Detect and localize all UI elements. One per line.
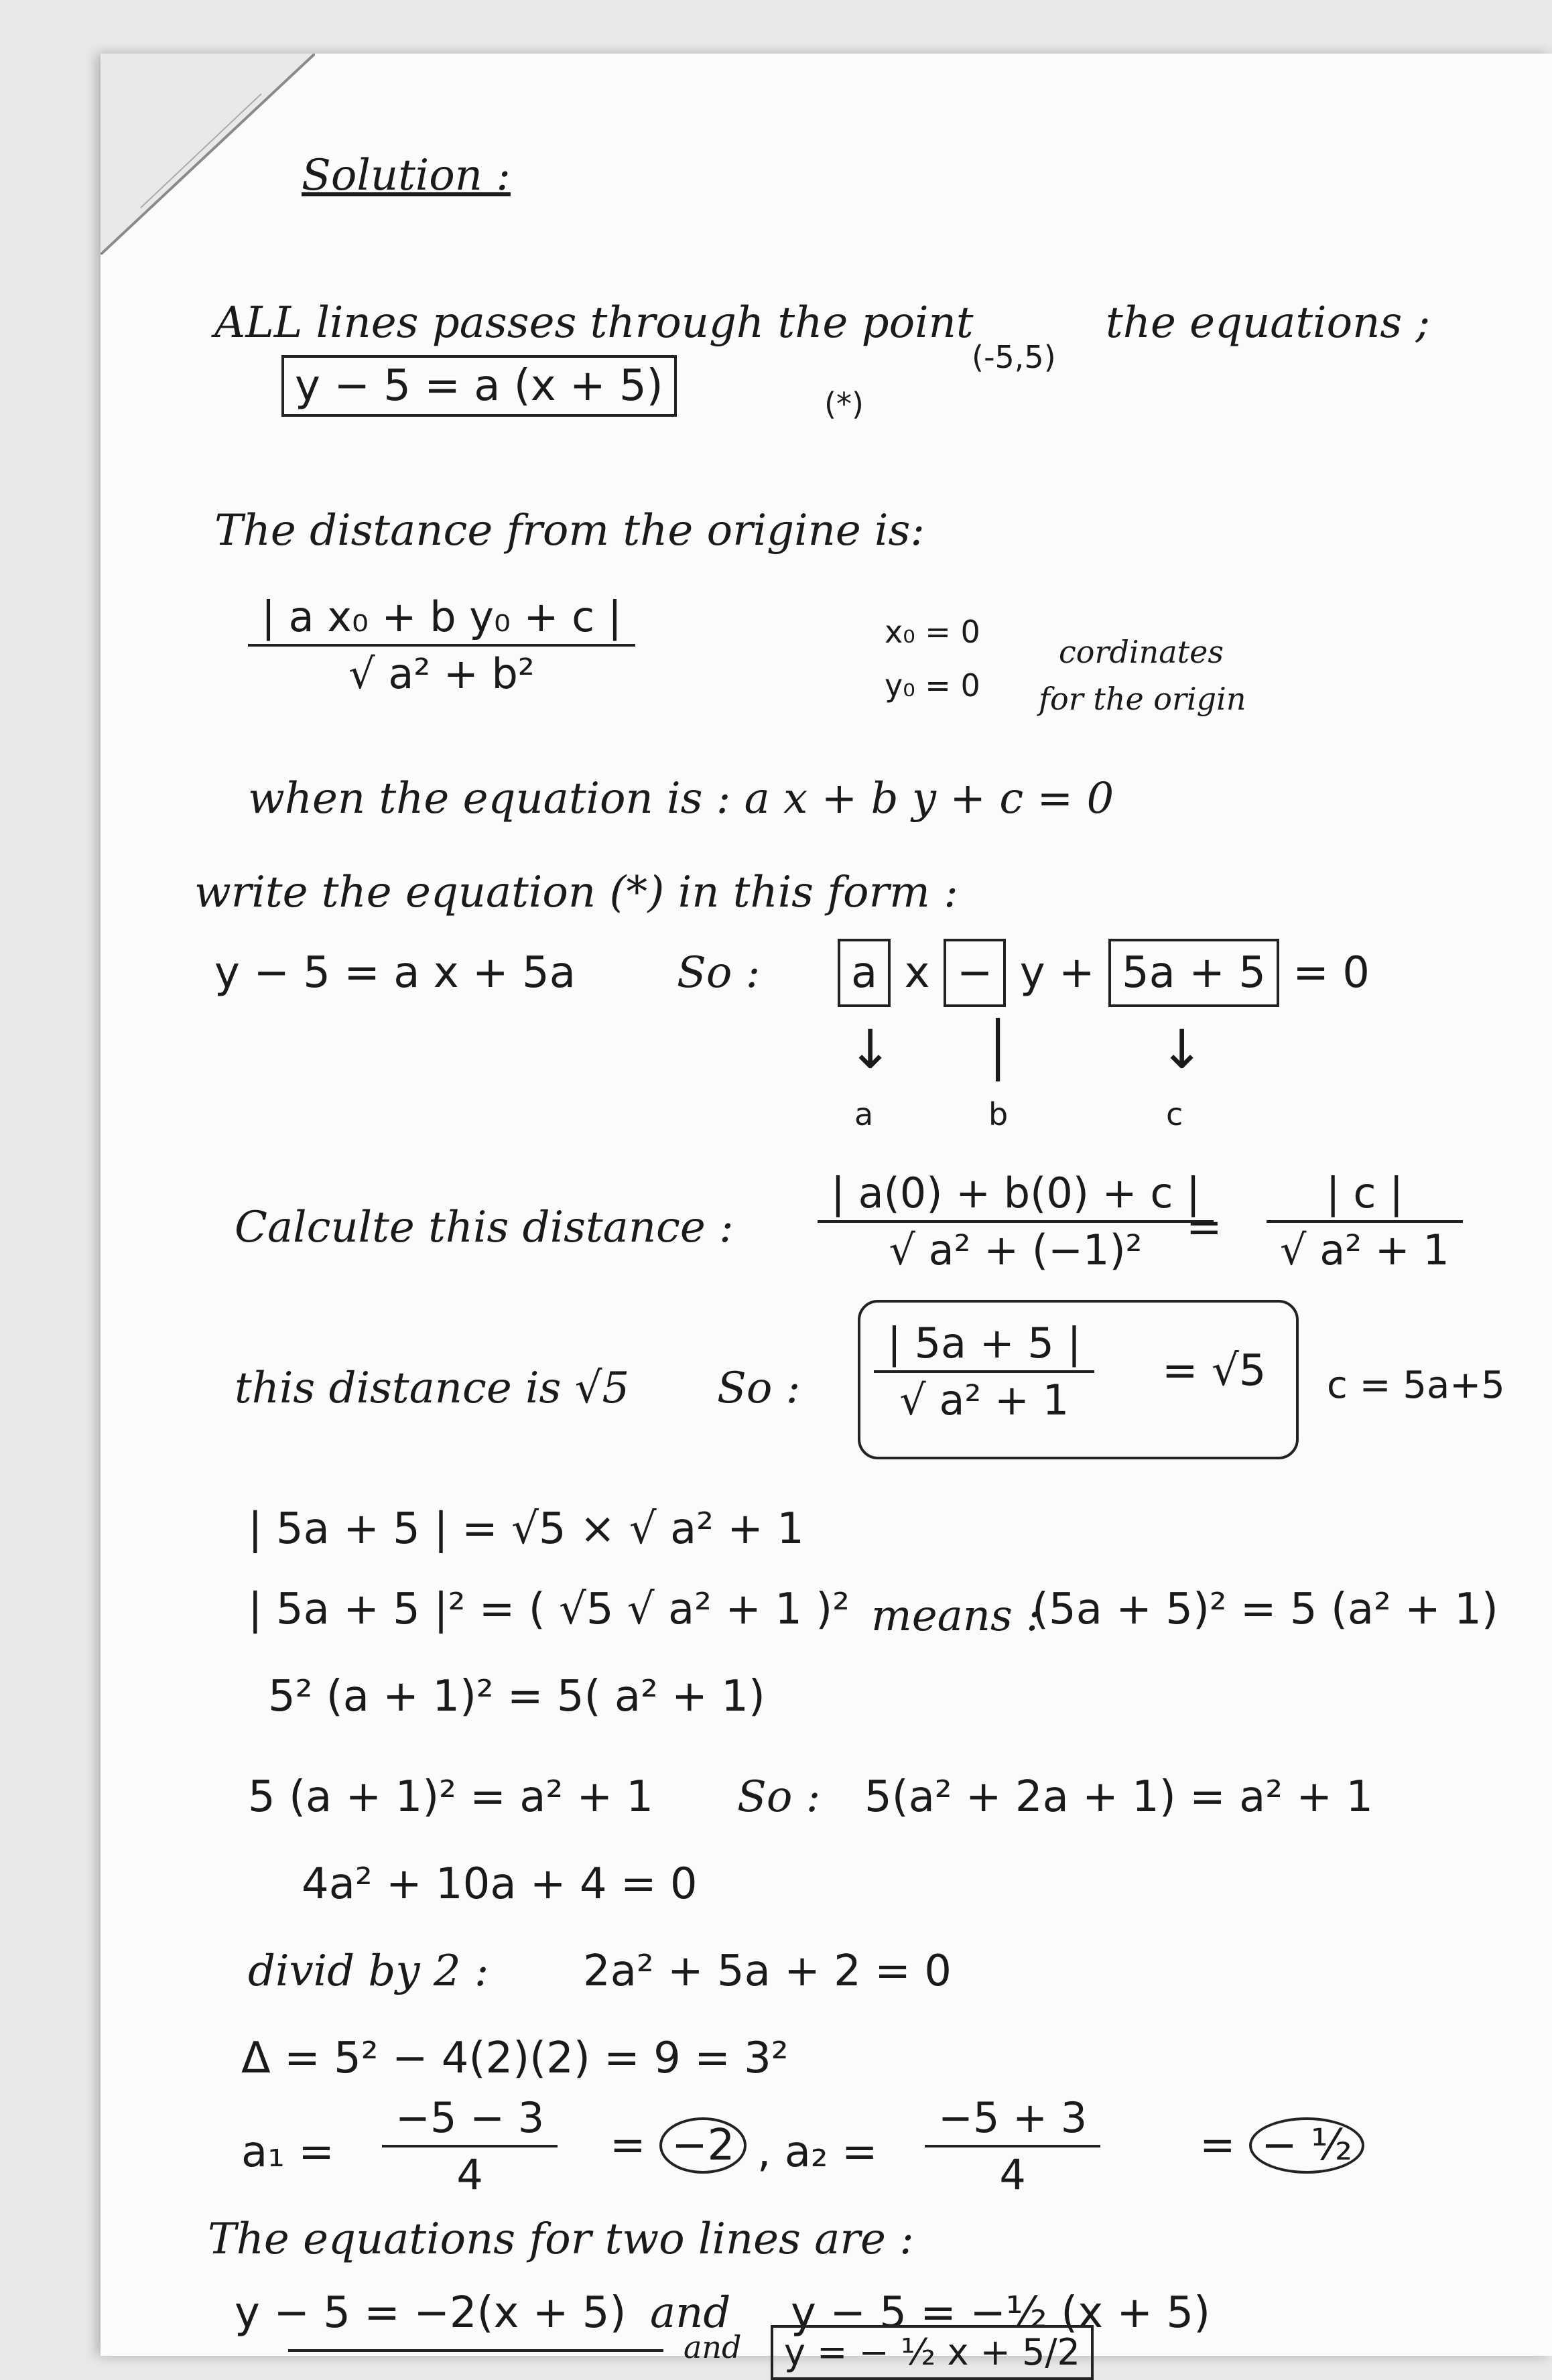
coef-b-box: − bbox=[944, 939, 1007, 1007]
intro-line-end: the equations ; bbox=[1106, 298, 1431, 348]
step-2: | 5a + 5 |² = ( √5 √ a² + 1 )² bbox=[248, 1585, 850, 1634]
calc-fraction-1-denominator: √ a² + (−1)² bbox=[889, 1226, 1143, 1274]
final-equation-boxed: y = − ½ x + 5/2 bbox=[771, 2325, 1094, 2380]
y0-value: y₀ = 0 bbox=[885, 667, 980, 704]
var-y: y bbox=[1019, 948, 1045, 998]
a1-fraction bbox=[382, 2091, 558, 2202]
step-3: 5² (a + 1)² = 5( a² + 1) bbox=[268, 1672, 765, 1721]
boxed-fraction-numerator: | 5a + 5 | bbox=[874, 1316, 1094, 1373]
calculate-label: Calculte this distance : bbox=[235, 1203, 734, 1252]
calc-fraction-1-numerator: | a(0) + b(0) + c | bbox=[818, 1166, 1214, 1223]
calc-fraction-2 bbox=[1267, 1166, 1463, 1277]
write-form-line: write the equation (*) in this form : bbox=[194, 868, 958, 917]
point-coordinates: (-5,5) bbox=[972, 339, 1056, 375]
step-5: 4a² + 10a + 4 = 0 bbox=[302, 1859, 698, 1909]
var-x: x bbox=[904, 948, 930, 998]
expanded-equation: y − 5 = a x + 5a bbox=[214, 948, 576, 998]
final-box-left-edge bbox=[288, 2349, 663, 2352]
line-a-equation: y − 5 = −2(x + 5) bbox=[235, 2288, 627, 2338]
a1-denominator: 4 bbox=[456, 2150, 483, 2199]
distance-statement: this distance is √5 bbox=[235, 1364, 630, 1413]
solution-heading: Solution : bbox=[302, 151, 511, 200]
intro-line: ALL lines passes through the point bbox=[214, 298, 974, 348]
plus-sign: + bbox=[1058, 948, 1095, 998]
boxed-fraction bbox=[874, 1316, 1094, 1427]
coordinates-note: cordinates bbox=[1059, 634, 1224, 670]
distance-so: So : bbox=[717, 1364, 801, 1413]
star-label: (*) bbox=[824, 386, 864, 422]
a2-numerator: −5 + 3 bbox=[925, 2091, 1100, 2147]
label-b: b bbox=[988, 1096, 1009, 1132]
boxed-fraction-rhs: = √5 bbox=[1162, 1346, 1267, 1396]
a2-denominator: 4 bbox=[999, 2150, 1026, 2199]
divide-equation: 2a² + 5a + 2 = 0 bbox=[583, 1946, 952, 1996]
calc-fraction-1 bbox=[818, 1166, 1214, 1277]
a2-label: , a₂ = bbox=[757, 2127, 878, 2177]
step-2-means: means : bbox=[871, 1591, 1041, 1641]
calc-fraction-2-denominator: √ a² + 1 bbox=[1280, 1226, 1449, 1274]
line-b-equation: y − 5 = −½ (x + 5) bbox=[791, 2288, 1211, 2338]
step-4-so: So : bbox=[737, 1772, 821, 1822]
step-4: 5 (a + 1)² = a² + 1 bbox=[248, 1772, 654, 1822]
equals-zero: = 0 bbox=[1293, 948, 1370, 998]
distance-formula-denominator: √ a² + b² bbox=[348, 649, 535, 698]
step-1: | 5a + 5 | = √5 × √ a² + 1 bbox=[248, 1504, 804, 1554]
a1-numerator: −5 − 3 bbox=[382, 2091, 558, 2147]
coef-c-box: 5a + 5 bbox=[1108, 939, 1279, 1007]
calc-equals: = bbox=[1186, 1203, 1222, 1252]
arrow-b: │ bbox=[982, 1018, 1015, 1081]
final-and: and bbox=[684, 2329, 742, 2365]
distance-formula bbox=[248, 590, 635, 701]
x0-value: x₀ = 0 bbox=[885, 614, 980, 650]
paper-sheet bbox=[101, 54, 1552, 2373]
step-2-rhs: (5a + 5)² = 5 (a² + 1) bbox=[1032, 1585, 1498, 1634]
a2-value-circled: − ½ bbox=[1249, 2117, 1364, 2174]
coef-a-box: a bbox=[838, 939, 891, 1007]
c-value: c = 5a+5 bbox=[1327, 1364, 1505, 1407]
discriminant: Δ = 5² − 4(2)(2) = 9 = 3² bbox=[241, 2034, 789, 2083]
general-equation-line: when the equation is : a x + b y + c = 0 bbox=[248, 774, 1114, 823]
torn-corner-graphic bbox=[101, 54, 315, 255]
distance-intro: The distance from the origine is: bbox=[214, 506, 925, 555]
boxed-fraction-denominator: √ a² + 1 bbox=[899, 1376, 1070, 1425]
a2-value: = − ½ bbox=[1200, 2117, 1364, 2174]
line-equation-boxed: y − 5 = a (x + 5) bbox=[281, 355, 677, 417]
two-lines-heading: The equations for two lines are : bbox=[208, 2214, 914, 2264]
distance-formula-numerator: | a x₀ + b y₀ + c | bbox=[248, 590, 635, 647]
a1-value: = −2 bbox=[610, 2117, 747, 2174]
step-4-rhs: 5(a² + 2a + 1) = a² + 1 bbox=[864, 1772, 1374, 1822]
calc-fraction-2-numerator: | c | bbox=[1267, 1166, 1463, 1223]
divide-label: divid by 2 : bbox=[248, 1946, 489, 1996]
label-c: c bbox=[1166, 1096, 1183, 1132]
arrow-c: ↓ bbox=[1159, 1018, 1205, 1081]
a2-fraction bbox=[925, 2091, 1100, 2202]
a1-label: a₁ = bbox=[241, 2127, 334, 2177]
a1-value-circled: −2 bbox=[659, 2117, 747, 2174]
and-word: and bbox=[650, 2288, 731, 2338]
arrow-a: ↓ bbox=[848, 1018, 893, 1081]
origin-note: for the origin bbox=[1039, 681, 1246, 717]
expanded-so: So : bbox=[677, 948, 761, 998]
standard-form bbox=[838, 948, 1370, 998]
boxed-fraction-group bbox=[858, 1300, 1299, 1459]
label-a: a bbox=[854, 1096, 874, 1132]
